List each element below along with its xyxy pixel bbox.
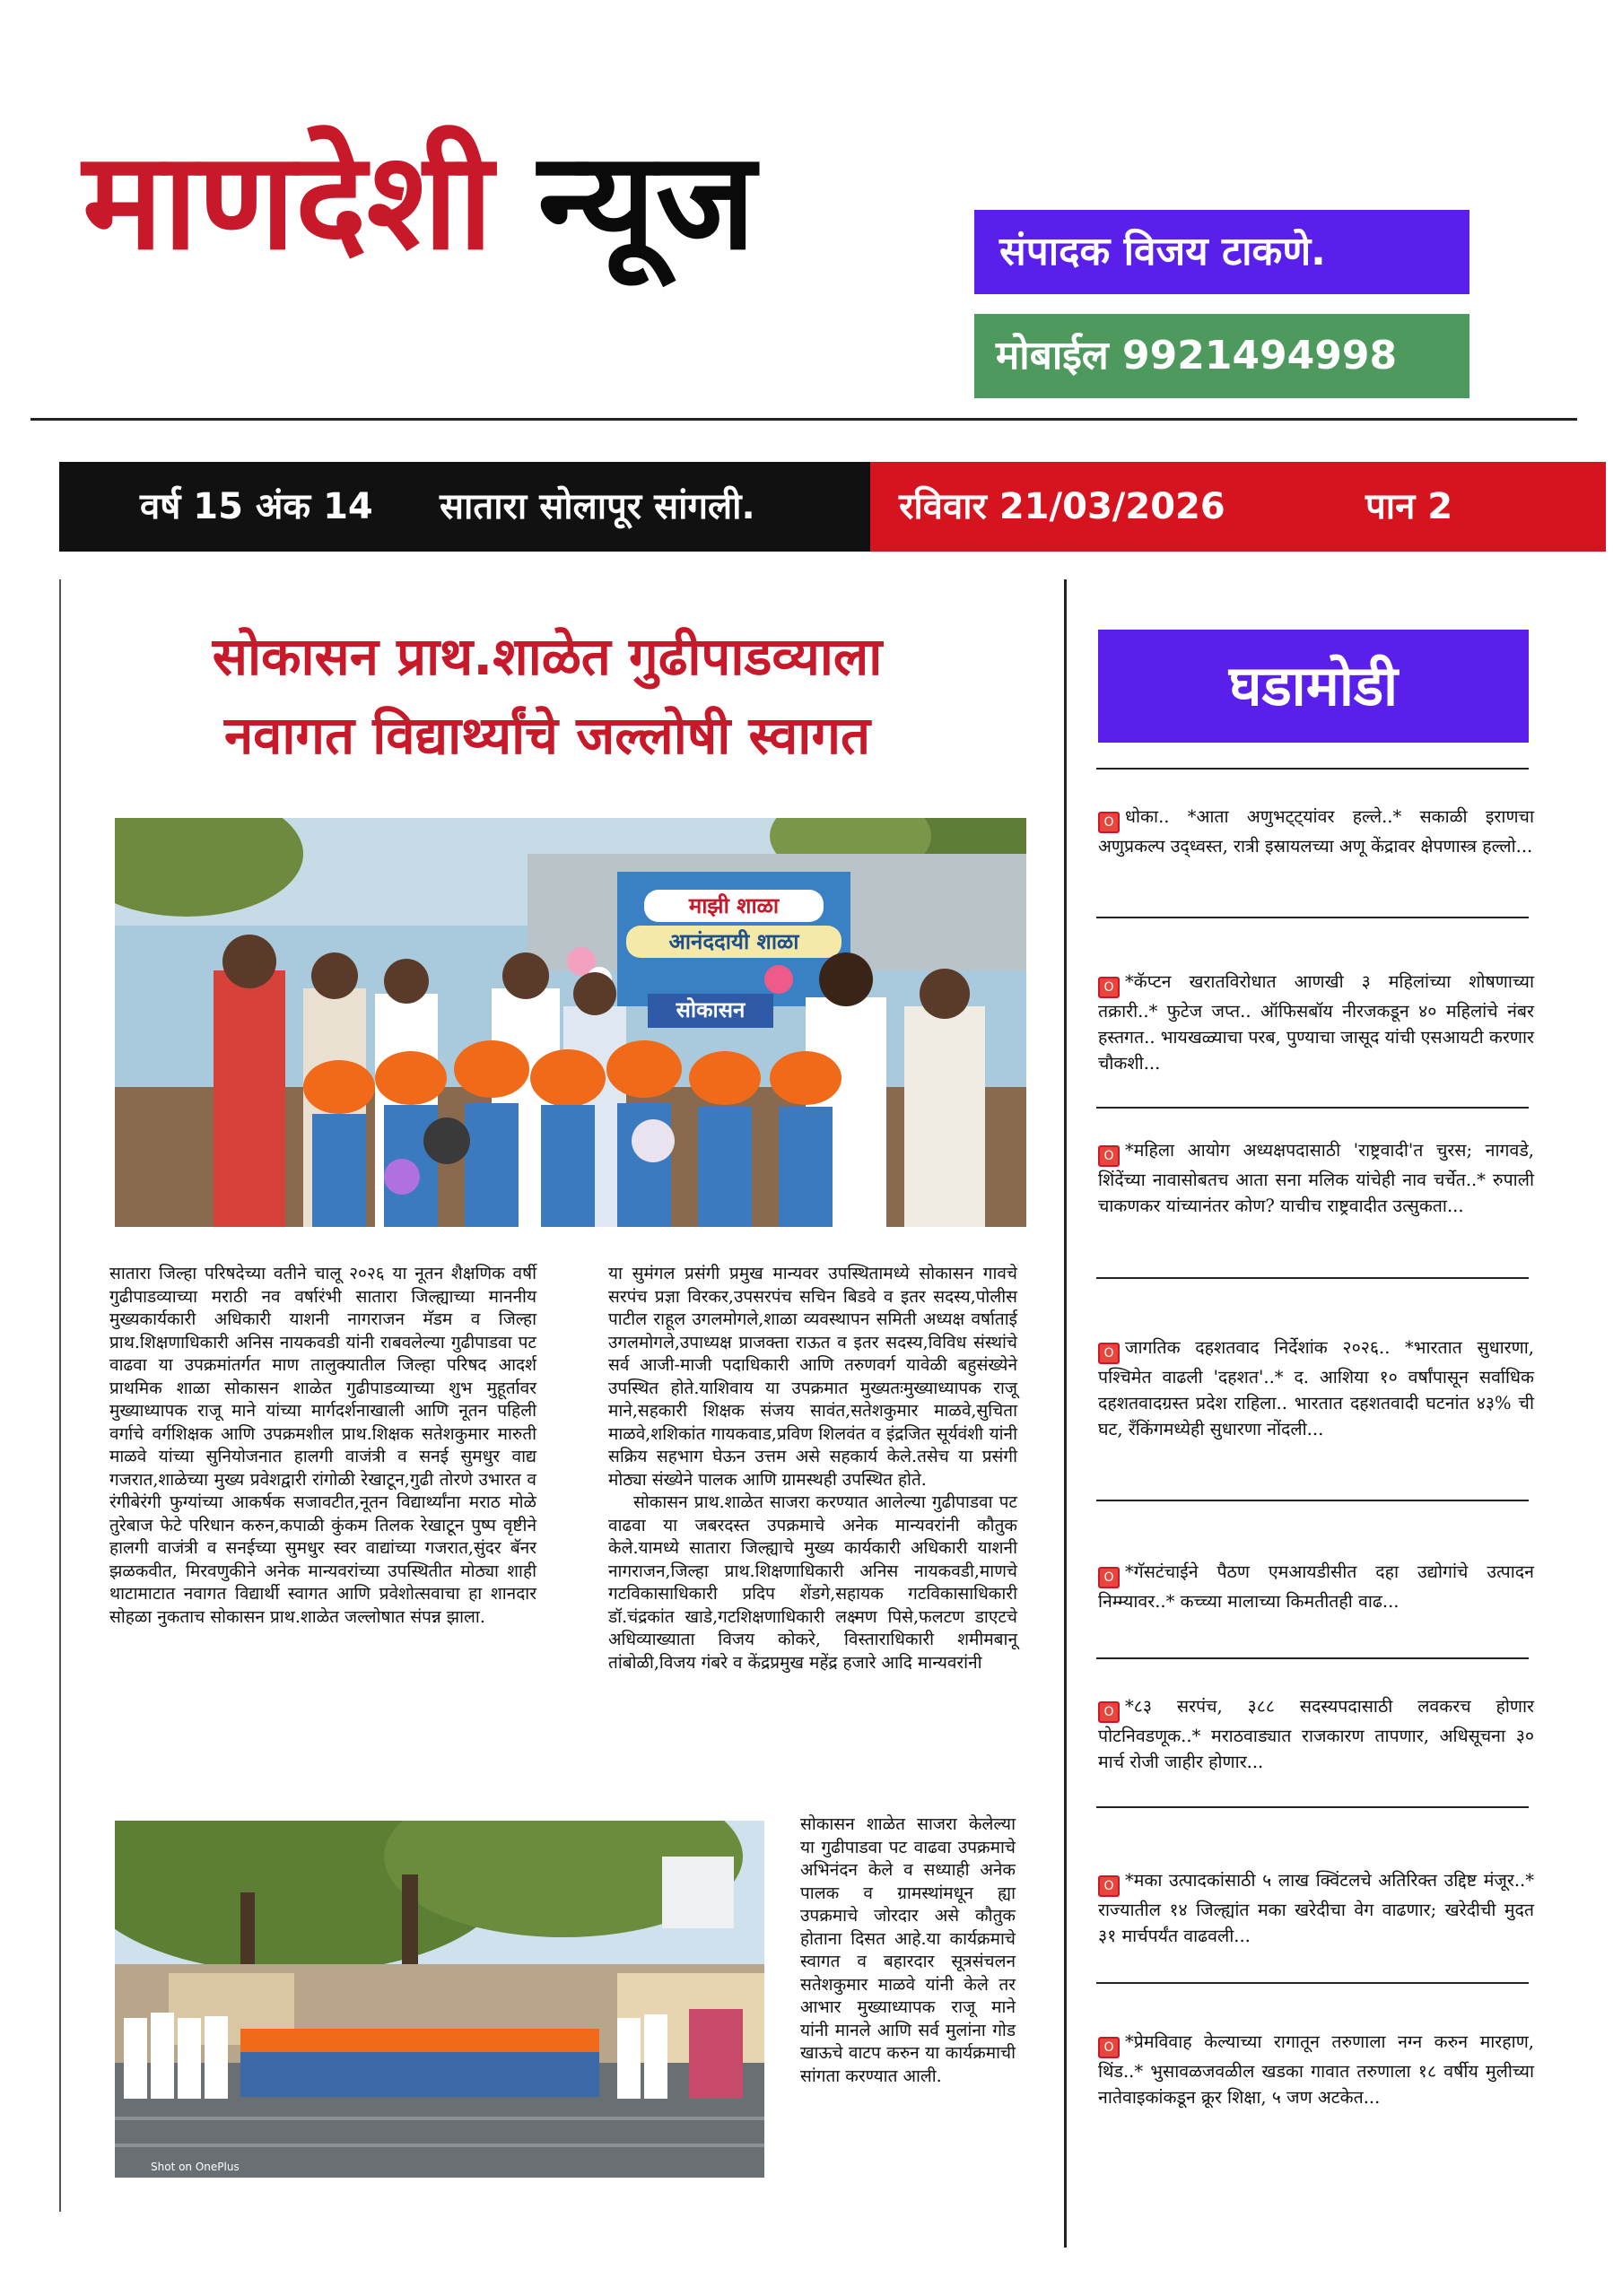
brief-divider bbox=[1096, 1806, 1529, 1808]
brief-item-5 bbox=[1098, 1559, 1534, 1614]
photo1-banner-text-3: सोकासन bbox=[676, 997, 746, 1022]
photo1-banner-text-1: माझी शाळा bbox=[688, 893, 780, 918]
bullet-icon: O bbox=[1098, 1701, 1120, 1723]
brief-item-3 bbox=[1098, 1137, 1534, 1219]
editor-box: संपादक विजय टाकणे. bbox=[974, 210, 1469, 294]
bullet-icon: O bbox=[1098, 812, 1120, 833]
brief-divider bbox=[1096, 1982, 1529, 1984]
brief-divider bbox=[1096, 1277, 1529, 1279]
brief-item-6 bbox=[1098, 1693, 1534, 1775]
photo1-banner-text-2: आनंददायी शाळा bbox=[668, 929, 799, 954]
article-column-2-para-1: या सुमंगल प्रसंगी प्रमुख मान्यवर उपस्थितामध्ये सोकासन गावचे सरपंच प्रज्ञा विरकर,उपसरपंच सचिन बिडवे व इतर सदस्य,पोलीस पाटील राहूल उगलमोगले,शाळा व्यवस्थापन समिती अध्यक्ष वर्षाताई उगलमोगले,उपाध्यक्ष प्राजक्ता राऊत व इतर सदस्य,विविध संस्थांचे सर्व आजी-माजी पदाधिकारी आणि तरुणवर्ग यावेळी बहुसंख्येने उपस्थित होते.याशिवाय या उपक्रमात मुख्यतःमुख्याध्यापक राजू माने,सहकारी शिक्षक संजय सावंत,सतेशकुमार माळवे,सुचिता माळवे,शशिकांत गायकवाड,प्रविण शिलवंत व इंद्रजित सूर्यवंशी यांनी सक्रिय सहभाग घेऊन उत्तम असे सहकार्य केले.तसेच या प्रसंगी मोठ्या संख्येने पालक आणि ग्रामस्थही उपस्थित होते. bbox=[608, 1264, 1017, 1490]
issue-date: रविवार 21/03/2026 bbox=[899, 486, 1225, 527]
headline-line-1: सोकासन प्राथ.शाळेत गुढीपाडव्याला bbox=[212, 626, 883, 687]
brief-divider bbox=[1096, 917, 1529, 918]
brief-divider bbox=[1096, 1657, 1529, 1659]
brief-divider bbox=[1096, 768, 1529, 770]
photo2-watermark: Shot on OnePlus bbox=[151, 2161, 240, 2173]
issue-year: वर्ष 15 अंक 14 bbox=[140, 486, 373, 527]
sidebar-title: घडामोडी bbox=[1098, 630, 1529, 743]
brief-item-text: *गॅसटंचाईने पैठण एमआयडीसीत दहा उद्योगांचे उत्पादन निम्म्यावर..* कच्च्या मालाच्या किमतीतही वाढ... bbox=[1098, 1561, 1534, 1612]
brief-item-text: जागतिक दहशतवाद निर्देशांक २०२६.. *भारतात सुधारणा, पश्चिमेत वाढली 'दहशत'..* द. आशिया १० वर्षांपासून सर्वाधिक दहशतवादग्रस्त प्रदेश राहिला.. भारतात दहशतवादी घटनांत ४३% ची घट, रँकिंगमध्येही सुधारणा नोंदली... bbox=[1098, 1337, 1534, 1439]
article-photo-group bbox=[115, 1821, 764, 2178]
article-column-2-para-2: सोकासन प्राथ.शाळेत साजरा करण्यात आलेल्या गुढीपाडवा पट वाढवा या जबरदस्त उपक्रमाचे अनेक मान्यवरांनी कौतुक केले.यामध्ये सातारा जिल्ह्याचे मुख्य कार्यकारी अधिकारी याशनी नागराजन,जिल्हा प्राथ.शिक्षणाधिकारी अनिस नायकवडी,माणचे गटविकासाधिकारी प्रदिप शेंडगे,सहायक गटविकासाधिकारी डॉ.चंद्रकांत खाडे,गटशिक्षणाधिकारी लक्ष्मण पिसे,फलटण डाएटचे अधिव्याख्याता विजय कोकरे, विस्ताराधिकारी शमीमबानू तांबोळी,विजय गंबरे व केंद्रप्रमुख महेंद्र हजारे आदि मान्यवरांनी bbox=[608, 1492, 1017, 1673]
bullet-icon: O bbox=[1098, 2037, 1120, 2058]
masthead-title bbox=[83, 124, 756, 280]
article-column-1: सातारा जिल्हा परिषदेच्या वतीने चालू २०२६ या नूतन शैक्षणिक वर्षी गुढीपाडव्याच्या मराठी नव वर्षारंभी सातारा जिल्ह्याच्या माननीय मुख्यकार्यकारी अधिकारी याशनी नागराजन मॅडम व जिल्हा प्राथ.शिक्षणाधिकारी अनिस नायकवडी यांनी राबवलेल्या गुढीपाडवा पट वाढवा या उपक्रमांतर्गत माण तालुक्यातील जिल्हा परिषद आदर्श प्राथमिक शाळा सोकासन शाळेत गुढीपाडव्याच्या शुभ मुहूर्तावर मुख्याध्यापक राजू माने यांच्या मार्गदर्शनाखाली आणि नूतन पहिली वर्गाचे वर्गशिक्षक आणि उपक्रमशील प्राथ.शिक्षक सतेशकुमार मारुती माळवे यांच्या सुनियोजनात हालगी वाजंत्री व सनई सुमधुर वाद्य गजरात,शाळेच्या मुख्य प्रवेशद्वारी रांगोळी रेखाटून,गुढी तोरणे उभारत व रंगीबेरंगी फुग्यांच्या आकर्षक सजावटीत,नूतन विद्यार्थ्यांना मराठ मोळे तुरेबाज फेटे परिधान करुन,कपाळी कुंकम तिलक रेखाटून पुष्प वृष्टीने हालगी वाजंत्री व सनईच्या सुमधुर स्वर वाद्यांच्या गजरात,सुंदर बॅनर झळकवीत, मिरवणुकीने अनेक मान्यवरांच्या उपस्थितीत मोठ्या शाही थाटामाटात नवागत विद्यार्थी स्वागत आणि प्रवेशोत्सवाचा हा शानदार सोहळा नुकताच सोकासन प्राथ.शाळेत जल्लोषात संपन्न झाला. bbox=[109, 1264, 536, 1627]
issue-page: पान 2 bbox=[1365, 486, 1453, 527]
brief-item-text: धोका.. *आता अणुभट्ट्यांवर हल्ले..* सकाळी इराणचा अणुप्रकल्प उद्ध्वस्त, रात्री इस्रायलच्या अणू केंद्रावर क्षेपणास्त्र हल्लो... bbox=[1098, 806, 1534, 857]
masthead-title-red: माणदेशी bbox=[83, 124, 493, 280]
masthead-title-black: न्यूज bbox=[537, 124, 756, 280]
brief-item-text: *कॅप्टन खरातविरोधात आणखी ३ महिलांच्या शोषणाच्या तक्रारी..* फुटेज जप्त.. ऑफिसबॉय नीरजकडून ४० महिलांचे नंबर हस्तगत.. भायखळ्याचा परब, पुण्याचा जासूद यांची एसआयटी करणार चौकशी... bbox=[1098, 971, 1534, 1074]
article-column-3: सोकासन शाळेत साजरा केलेल्या या गुढीपाडवा पट वाढवा उपक्रमाचे अभिनंदन केले व सध्याही अनेक पालक व ग्रामस्थांमधून ह्या उपक्रमाचे जोरदार असे कौतुक होताना दिसत आहे.या कार्यक्रमाचे स्वागत व बहारदार सूत्रसंचलन सतेशकुमार माळवे यांनी केले तर आभार मुख्याध्यापक राजू माने यांनी मानले आणि सर्व मुलांना गोड खाऊचे वाटप करुन या कार्यक्रमाची सांगता करण्यात आली. bbox=[800, 1814, 1016, 2086]
bullet-icon: O bbox=[1098, 1567, 1120, 1588]
article-column-2 bbox=[608, 1263, 1017, 1674]
masthead-divider bbox=[31, 418, 1577, 421]
brief-divider bbox=[1096, 1500, 1529, 1501]
brief-item-text: *महिला आयोग अध्यक्षपदासाठी 'राष्ट्रवादी'त चुरस; नागवडे, शिंदेंच्या नावासोबतच आता सना मलिक यांचेही नाव चर्चेत..* रुपाली चाकणकर यांच्यानंतर कोण? याचीच राष्ट्रवादीत उत्सुकता... bbox=[1098, 1140, 1534, 1216]
article-headline bbox=[108, 617, 987, 775]
brief-item-text: *प्रेमविवाह केल्याच्या रागातून तरुणाला नग्न करुन मारहाण, थिंड..* भुसावळजवळील खडका गावात तरुणाला १८ वर्षीय मुलीच्या नातेवाइकांकडून क्रूर शिक्षा, ५ जण अटकेत... bbox=[1098, 2031, 1534, 2108]
brief-item-2 bbox=[1098, 969, 1534, 1076]
bullet-icon: O bbox=[1098, 1343, 1120, 1364]
issue-districts: सातारा सोलापूर सांगली. bbox=[440, 486, 755, 527]
article-photo-welcome bbox=[115, 818, 1026, 1227]
headline-line-2: नवागत विद्यार्थ्यांचे जल्लोषी स्वागत bbox=[223, 705, 871, 766]
brief-item-1 bbox=[1098, 804, 1534, 859]
brief-divider bbox=[1096, 1107, 1529, 1109]
bullet-icon: O bbox=[1098, 977, 1120, 998]
brief-item-text: *मका उत्पादकांसाठी ५ लाख क्विंटलचे अतिरिक्त उद्दिष्ट मंजूर..* राज्यातील १४ जिल्ह्यांत मका खरेदीचा वेग वाढणार; खरेदीची मुदत ३१ मार्चपर्यंत वाढवली... bbox=[1098, 1870, 1534, 1946]
brief-item-7 bbox=[1098, 1867, 1534, 1949]
brief-item-8 bbox=[1098, 2029, 1534, 2110]
left-column-rule bbox=[59, 579, 61, 2212]
bullet-icon: O bbox=[1098, 1875, 1120, 1897]
bullet-icon: O bbox=[1098, 1145, 1120, 1167]
brief-item-4 bbox=[1098, 1335, 1534, 1442]
sidebar-divider bbox=[1064, 579, 1067, 2248]
brief-item-text: *८३ सरपंच, ३८८ सदस्यपदासाठी लवकरच होणार पोटनिवडणूक..* मराठवाड्यात राजकारण तापणार, अधिसूचना ३० मार्च रोजी जाहीर होणार... bbox=[1098, 1696, 1534, 1772]
issue-bar bbox=[59, 462, 1606, 552]
mobile-box: मोबाईल 9921494998 bbox=[974, 314, 1469, 398]
